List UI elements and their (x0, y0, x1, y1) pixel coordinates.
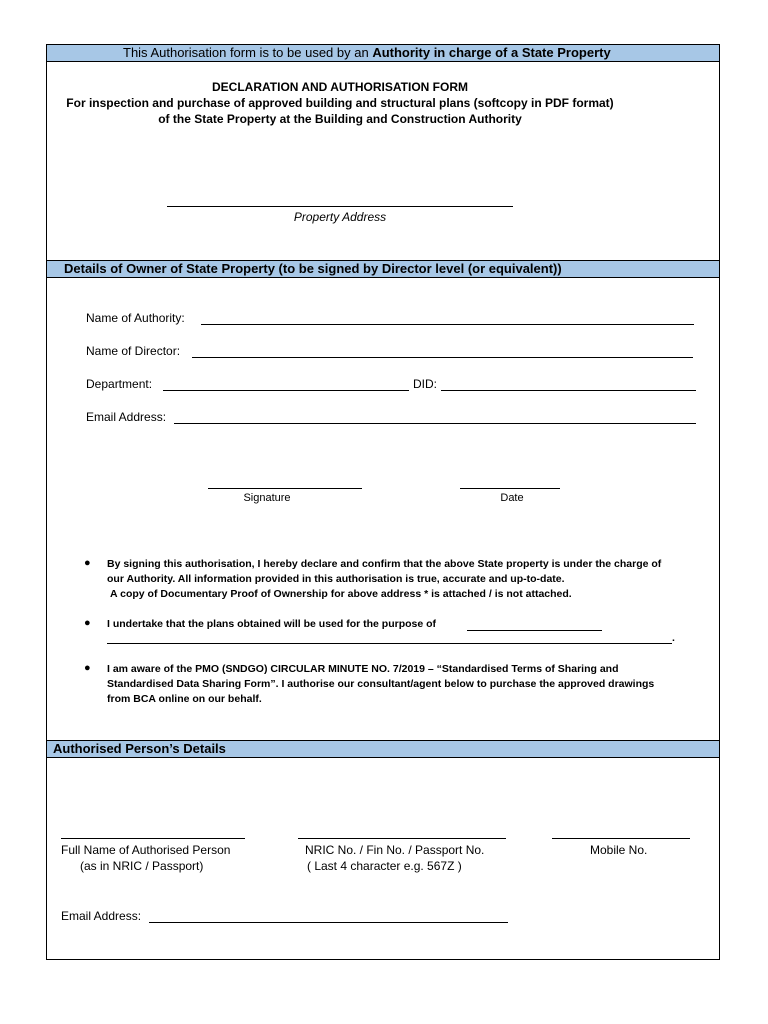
purpose-field[interactable] (467, 630, 602, 631)
declaration-2-end: . (672, 632, 675, 644)
full-name-label: Full Name of Authorised Person (61, 843, 231, 857)
owner-email-field[interactable] (174, 423, 696, 424)
declaration-2-line1: I undertake that the plans obtained will be used for the purpose of (107, 618, 437, 630)
full-name-field[interactable] (61, 838, 245, 839)
nric-field[interactable] (298, 838, 506, 839)
bullet-icon: ● (84, 662, 91, 674)
authorised-section-heading: Authorised Person’s Details (53, 741, 226, 756)
declaration-3-line1: I am aware of the PMO (SNDGO) CIRCULAR MINUTE NO. 7/2019 – “Standardised Terms of Sharing and (107, 663, 619, 675)
header-emphasis: Authority in charge of a State Property (372, 45, 611, 60)
declaration-1-line3: A copy of Documentary Proof of Ownership for above address * is attached / is not attached. (110, 588, 572, 600)
owner-section-heading: Details of Owner of State Property (to be signed by Director level (or equivalent)) (64, 261, 562, 276)
form-subtitle-line1: For inspection and purchase of approved building and structural plans (softcopy in PDF format) (66, 96, 614, 110)
nric-note: ( Last 4 character e.g. 567Z ) (307, 859, 462, 873)
authorised-email-label: Email Address: (61, 909, 142, 923)
form-frame (46, 44, 720, 960)
mobile-field[interactable] (552, 838, 690, 839)
declaration-1-line2: our Authority. All information provided in this authorisation is true, accurate and up-to-date. (107, 573, 565, 585)
header-prefix: This Authorisation form is to be used by an (123, 45, 373, 60)
date-line[interactable] (460, 488, 560, 489)
full-name-note: (as in NRIC / Passport) (80, 859, 204, 873)
form-usage-header (46, 44, 720, 62)
authorised-section-header (46, 740, 720, 758)
name-of-director-field[interactable] (192, 357, 693, 358)
declaration-3-line3: from BCA online on our behalf. (107, 693, 262, 705)
name-of-director-label: Name of Director: (86, 344, 181, 358)
authorised-email-field[interactable] (149, 922, 508, 923)
name-of-authority-field[interactable] (201, 324, 694, 325)
signature-label: Signature (243, 492, 291, 504)
form-subtitle-line2: of the State Property at the Building and Construction Authority (158, 112, 522, 126)
owner-section-header (46, 260, 720, 278)
department-field[interactable] (163, 390, 409, 391)
declaration-1-line1: By signing this authorisation, I hereby declare and confirm that the above State property is under the charge of (107, 558, 662, 570)
date-label: Date (500, 492, 524, 504)
did-label: DID: (413, 377, 437, 391)
nric-label: NRIC No. / Fin No. / Passport No. (305, 843, 485, 857)
department-label: Department: (86, 377, 153, 391)
bullet-icon: ● (84, 617, 91, 629)
owner-email-label: Email Address: (86, 410, 167, 424)
signature-line[interactable] (208, 488, 362, 489)
bullet-icon: ● (84, 557, 91, 569)
form-title: DECLARATION AND AUTHORISATION FORM (212, 80, 468, 94)
did-field[interactable] (441, 390, 696, 391)
declaration-3-line2: Standardised Data Sharing Form”. I authorise our consultant/agent below to purchase the approved drawings (107, 678, 655, 690)
name-of-authority-label: Name of Authority: (86, 311, 185, 325)
mobile-label: Mobile No. (590, 843, 648, 857)
property-address-label: Property Address (293, 210, 387, 224)
purpose-field-continued[interactable] (107, 643, 672, 644)
property-address-line[interactable] (167, 206, 513, 207)
